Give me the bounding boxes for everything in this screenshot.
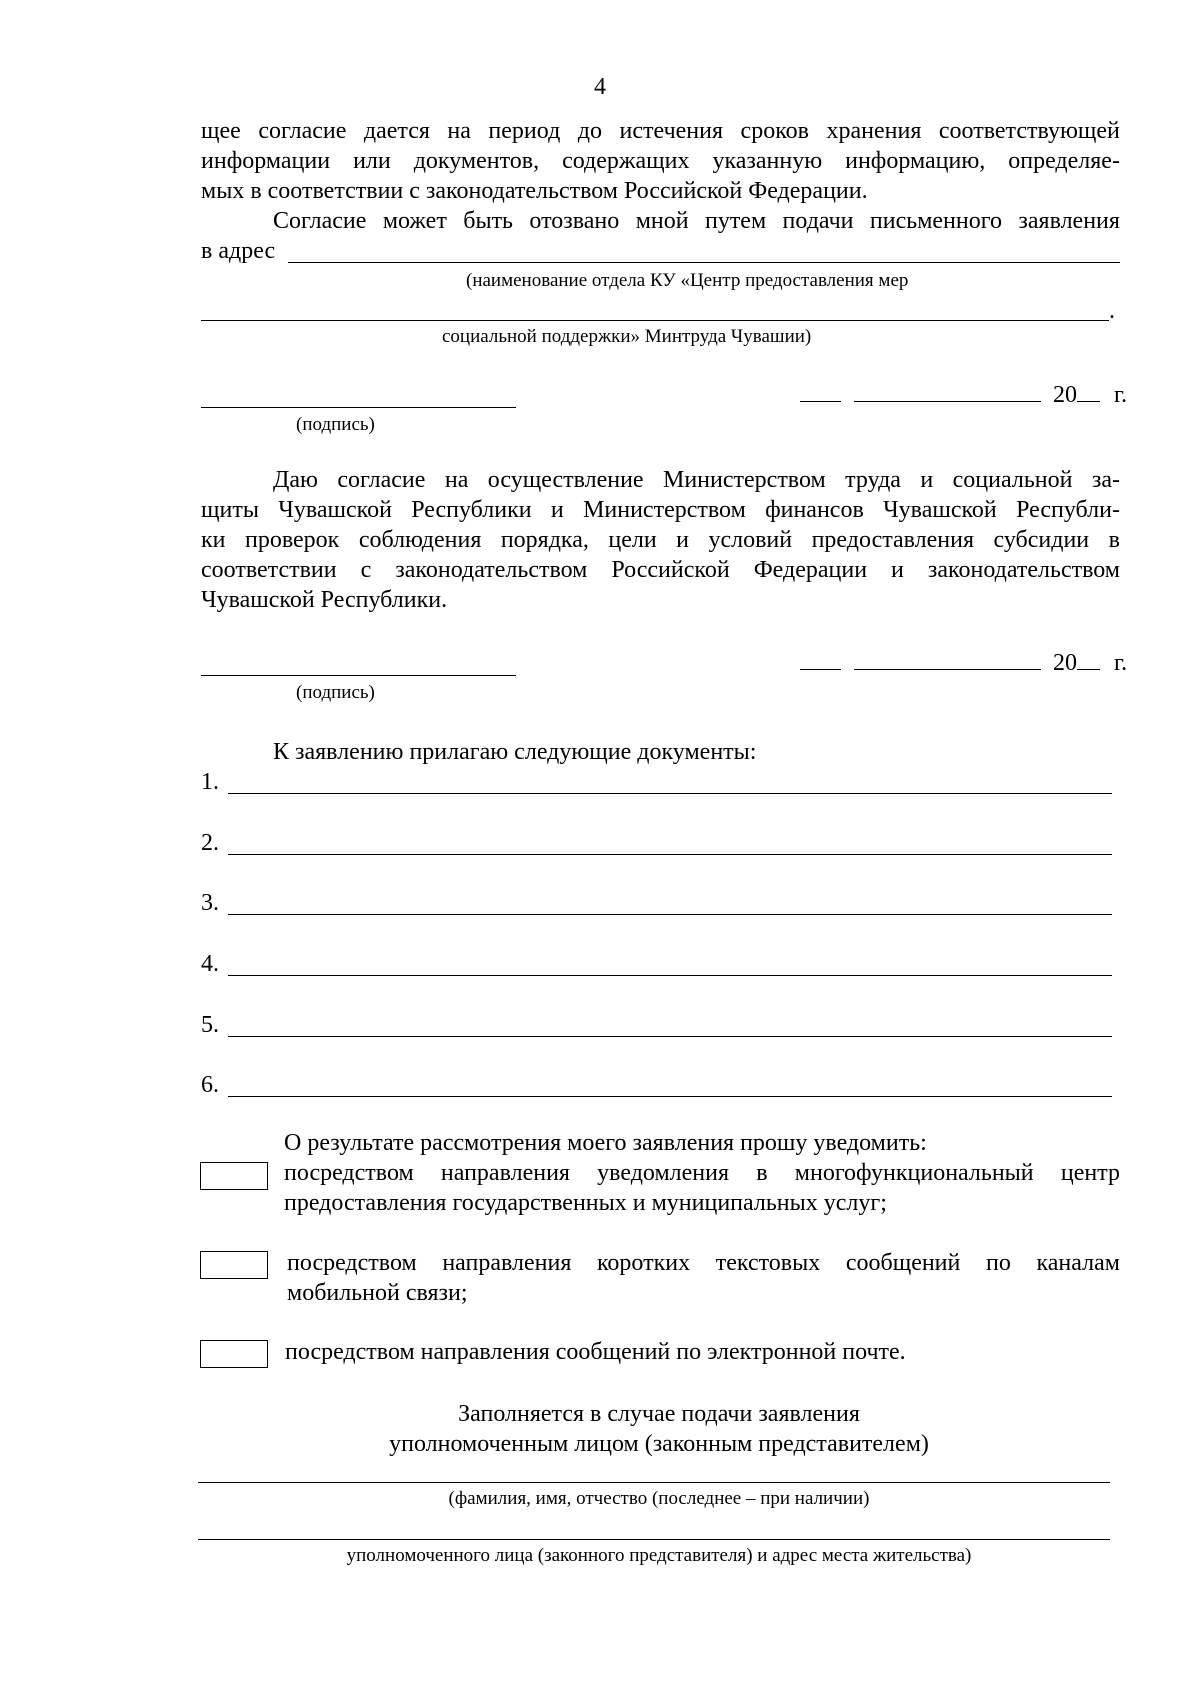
address-input-line-2[interactable] — [201, 320, 1109, 321]
address-caption-1: (наименование отдела КУ «Центр предоставления мер — [466, 270, 909, 291]
word: социальной — [952, 467, 1073, 493]
word: осуществление — [487, 467, 644, 493]
word: труда — [845, 467, 901, 493]
year-blank-2[interactable] — [1077, 649, 1100, 670]
word: отозвано — [529, 208, 620, 234]
word: порядка, — [500, 527, 589, 553]
date-field-2[interactable] — [800, 648, 1127, 678]
representative-heading-1: Заполняется в случае подачи заявления — [458, 1401, 860, 1427]
word: письменного — [869, 208, 1002, 234]
word: на — [447, 118, 471, 144]
word: соответствии — [201, 557, 337, 583]
word: согласие — [258, 118, 347, 144]
attachment-number: 3. — [201, 890, 219, 916]
word: за- — [1091, 467, 1120, 493]
month-blank-1[interactable] — [854, 381, 1041, 402]
word: текстовых — [715, 1250, 821, 1276]
word: Даю — [273, 467, 318, 493]
date-field-1[interactable] — [800, 380, 1127, 410]
representative-name-input[interactable] — [198, 1482, 1110, 1483]
representative-address-input[interactable] — [198, 1539, 1110, 1540]
word: до — [577, 118, 603, 144]
word: Чувашской — [883, 497, 997, 523]
word: или — [353, 148, 391, 174]
word: период — [488, 118, 561, 144]
word: и — [676, 527, 689, 553]
word: истечения — [619, 118, 724, 144]
attachment-input-1[interactable] — [228, 793, 1112, 794]
address-input-line[interactable] — [288, 262, 1120, 263]
word: цели — [608, 527, 657, 553]
word: коротких — [596, 1250, 691, 1276]
audit-line-4 — [201, 555, 1120, 585]
day-blank-2[interactable] — [800, 649, 841, 670]
word: посредством — [284, 1160, 414, 1186]
word: субсидии — [993, 527, 1090, 553]
attachment-input-2[interactable] — [228, 854, 1112, 855]
word: условий — [708, 527, 793, 553]
word: Министерством — [663, 467, 826, 493]
consent-line-2 — [201, 146, 1120, 176]
attachment-number: 5. — [201, 1012, 219, 1038]
audit-line-2 — [201, 495, 1120, 525]
word: документов, — [413, 148, 540, 174]
representative-caption-2: уполномоченного лица (законного представителя) и адрес места жительства) — [346, 1545, 972, 1566]
word: проверок — [244, 527, 340, 553]
attachment-number: 2. — [201, 830, 219, 856]
audit-line-1 — [273, 465, 1120, 495]
word: законодательством — [395, 557, 588, 583]
word: соответствующей — [938, 118, 1120, 144]
word: направления — [440, 1160, 570, 1186]
address-caption-2: социальной поддержки» Минтруда Чувашии) — [442, 326, 812, 347]
word: предоставления — [811, 527, 975, 553]
signature-caption-1: (подпись) — [296, 414, 375, 435]
attachment-input-4[interactable] — [228, 975, 1112, 976]
option-mfc-line-1 — [284, 1158, 1120, 1188]
checkbox-mfc[interactable] — [200, 1162, 268, 1190]
word: Российской — [611, 557, 730, 583]
word: заявления — [1018, 208, 1120, 234]
attachment-input-3[interactable] — [228, 914, 1112, 915]
audit-line-3 — [201, 525, 1120, 555]
option-mfc-line-2: предоставления государственных и муниципальных услуг; — [284, 1190, 887, 1216]
word: определяе- — [1008, 148, 1120, 174]
word: каналам — [1036, 1250, 1120, 1276]
word: Чувашской — [278, 497, 392, 523]
word: указанную — [712, 148, 823, 174]
word: щее — [201, 118, 241, 144]
word: в — [1108, 527, 1120, 553]
option-sms-line-1 — [287, 1248, 1120, 1278]
attachment-number: 1. — [201, 769, 219, 795]
word: Республи- — [1016, 497, 1120, 523]
word: уведомления — [597, 1160, 729, 1186]
word: направления — [442, 1250, 572, 1276]
word: посредством — [287, 1250, 417, 1276]
word: дается — [363, 118, 430, 144]
checkbox-email[interactable] — [200, 1340, 268, 1368]
word: сроков — [740, 118, 809, 144]
word: подачи — [782, 208, 854, 234]
word: Федерации — [753, 557, 868, 583]
day-blank-1[interactable] — [800, 381, 841, 402]
address-line-period: . — [1109, 298, 1115, 324]
word: по — [986, 1250, 1011, 1276]
word: путем — [704, 208, 767, 234]
word: и — [891, 557, 904, 583]
consent-line-1 — [201, 116, 1120, 146]
word: информации — [201, 148, 331, 174]
revocation-address-label: в адрес — [201, 238, 276, 264]
word: и — [920, 467, 934, 493]
year-suffix-2: г. — [1114, 650, 1128, 676]
word: хранения — [826, 118, 922, 144]
word: законодательством — [927, 557, 1120, 583]
year-prefix-1: 20 — [1053, 382, 1077, 408]
attachments-heading: К заявлению прилагаю следующие документы: — [273, 739, 757, 765]
word: Согласие — [273, 208, 367, 234]
year-blank-1[interactable] — [1077, 381, 1100, 402]
representative-heading-2: уполномоченным лицом (законным представителем) — [389, 1431, 929, 1457]
year-prefix-2: 20 — [1053, 650, 1077, 676]
signature-line-2[interactable] — [201, 675, 516, 676]
checkbox-sms[interactable] — [200, 1251, 268, 1279]
attachment-input-6[interactable] — [228, 1096, 1112, 1097]
option-email: посредством направления сообщений по электронной почте. — [285, 1339, 906, 1365]
attachment-number: 4. — [201, 951, 219, 977]
word: щиты — [201, 497, 259, 523]
signature-line-1[interactable] — [201, 407, 516, 408]
attachment-input-5[interactable] — [228, 1036, 1112, 1037]
attachment-number: 6. — [201, 1072, 219, 1098]
word: финансов — [765, 497, 864, 523]
word: согласие — [337, 467, 426, 493]
option-sms-line-2: мобильной связи; — [287, 1280, 468, 1306]
revocation-line-1 — [273, 206, 1120, 236]
word: ки — [201, 527, 226, 553]
month-blank-2[interactable] — [854, 649, 1041, 670]
year-suffix-1: г. — [1114, 382, 1128, 408]
word: содержащих — [562, 148, 690, 174]
word: сообщений — [845, 1250, 961, 1276]
word: в — [756, 1160, 768, 1186]
notification-heading: О результате рассмотрения моего заявления прошу уведомить: — [284, 1130, 927, 1156]
page-number: 4 — [594, 74, 606, 100]
word: информацию, — [845, 148, 986, 174]
word: соблюдения — [358, 527, 482, 553]
word: мной — [635, 208, 689, 234]
word: на — [444, 467, 469, 493]
word: с — [360, 557, 372, 583]
word: быть — [463, 208, 514, 234]
word: и — [550, 497, 564, 523]
word: Министерством — [583, 497, 746, 523]
consent-line-3: мых в соответствии с законодательством Российской Федерации. — [201, 178, 868, 204]
word: центр — [1060, 1160, 1120, 1186]
signature-caption-2: (подпись) — [296, 682, 375, 703]
word: многофункциональный — [794, 1160, 1034, 1186]
word: может — [382, 208, 447, 234]
audit-line-5: Чувашской Республики. — [201, 587, 448, 613]
representative-caption-1: (фамилия, имя, отчество (последнее – при наличии) — [448, 1488, 870, 1509]
word: Республики — [411, 497, 532, 523]
